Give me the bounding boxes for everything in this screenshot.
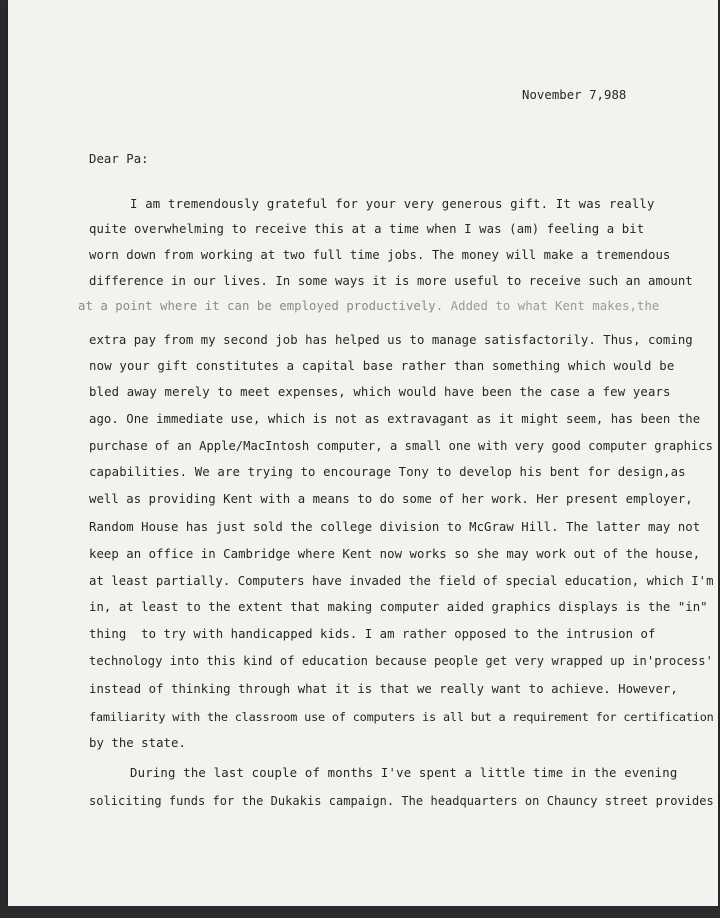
body-line: difference in our lives. In some ways it is more useful to receive such an amount	[89, 274, 693, 288]
letter-salutation: Dear Pa:	[89, 152, 149, 166]
faded-text: at a point where it can be employed productively.	[78, 299, 444, 313]
scan-background-left	[0, 0, 8, 918]
body-line: well as providing Kent with a means to do some of her work. Her present employer,	[89, 492, 693, 506]
body-line: familiarity with the classroom use of computers is all but a requirement for certification	[89, 710, 714, 724]
body-line: technology into this kind of education because people get very wrapped up in'process'	[89, 654, 713, 668]
body-line: I am tremendously grateful for your very generous gift. It was really	[130, 197, 655, 211]
body-line: bled away merely to meet expenses, which would have been the case a few years	[89, 385, 671, 399]
body-line	[78, 300, 659, 312]
body-line: purchase of an Apple/MacIntosh computer, a small one with very good computer graphics	[89, 439, 713, 453]
body-line: During the last couple of months I've spent a little time in the evening	[130, 766, 678, 780]
body-line: worn down from working at two full time jobs. The money will make a tremendous	[89, 248, 671, 262]
letter-date: November 7,988	[522, 88, 627, 102]
body-line: Random House has just sold the college division to McGraw Hill. The latter may not	[89, 520, 701, 534]
body-line: thing to try with handicapped kids. I am rather opposed to the intrusion of	[89, 627, 656, 641]
body-line: ago. One immediate use, which is not as extravagant as it might seem, has been the	[89, 412, 701, 426]
body-line: extra pay from my second job has helped us to manage satisfactorily. Thus, coming	[89, 333, 693, 347]
letter-page	[8, 0, 718, 906]
body-line: at least partially. Computers have invaded the field of special education, which I'm	[89, 574, 714, 588]
body-line: soliciting funds for the Dukakis campaign. The headquarters on Chauncy street provides	[89, 794, 714, 808]
body-line: now your gift constitutes a capital base rather than something which would be	[89, 359, 675, 373]
faded-text: Added to what Kent makes,the	[443, 299, 660, 313]
scan-background-bottom	[0, 906, 720, 918]
body-line: capabilities. We are trying to encourage Tony to develop his bent for design,as	[89, 465, 686, 479]
body-line: by the state.	[89, 736, 186, 750]
body-line: keep an office in Cambridge where Kent now works so she may work out of the house,	[89, 547, 701, 561]
body-line: in, at least to the extent that making computer aided graphics displays is the "in"	[89, 600, 708, 614]
body-line: quite overwhelming to receive this at a time when I was (am) feeling a bit	[89, 222, 645, 236]
body-line: instead of thinking through what it is that we really want to achieve. However,	[89, 682, 678, 696]
